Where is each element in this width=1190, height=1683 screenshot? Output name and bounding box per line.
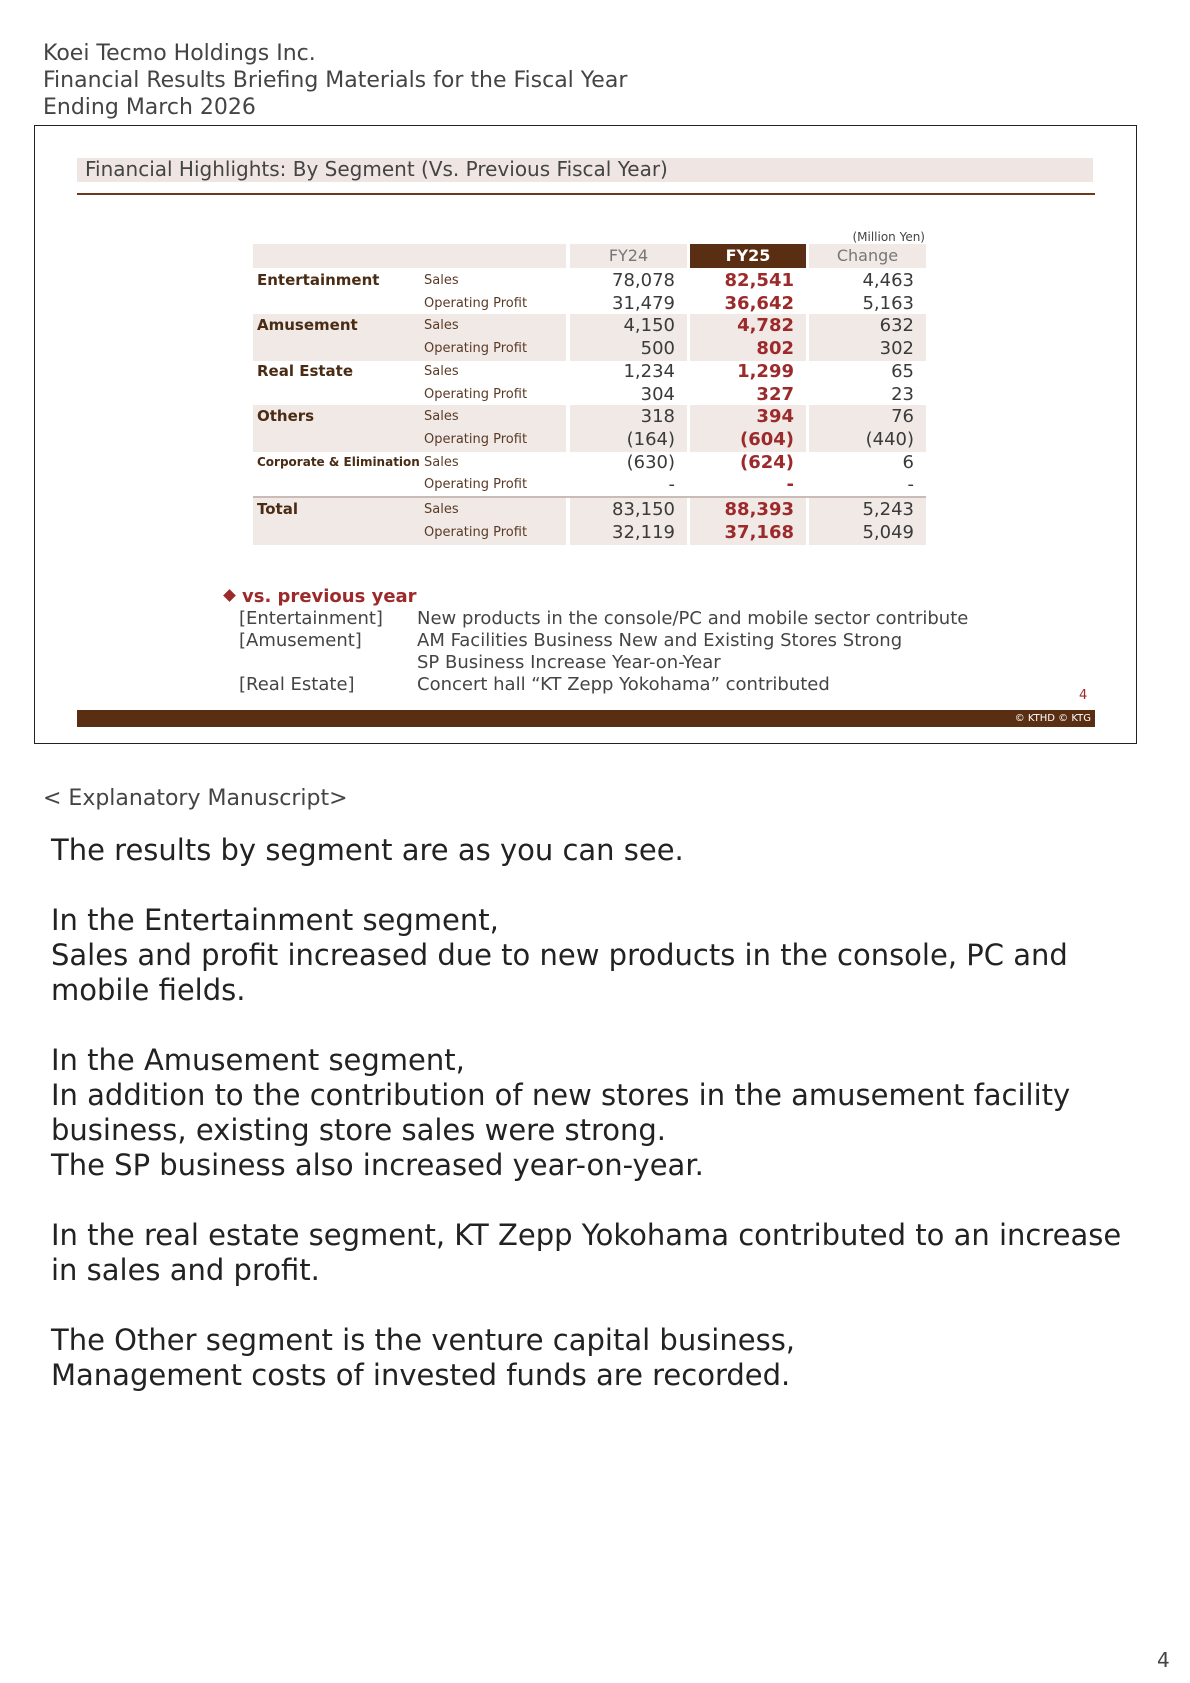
notes-heading-row xyxy=(221,586,417,608)
manuscript-paragraph xyxy=(51,1218,1131,1288)
table-row xyxy=(253,383,926,407)
manuscript-paragraph xyxy=(51,903,1131,1008)
page-number: 4 xyxy=(1157,1648,1170,1672)
metric-name: Sales xyxy=(424,502,459,517)
table-row xyxy=(253,428,926,452)
manuscript-line: In the Entertainment segment, xyxy=(51,903,499,937)
column-header-change: Change xyxy=(809,244,926,268)
note-text: Concert hall “KT Zepp Yokohama” contributed xyxy=(417,674,830,695)
manuscript-body xyxy=(51,833,1131,1428)
change-value: 302 xyxy=(879,338,914,360)
change-value: 632 xyxy=(879,315,914,337)
table-row xyxy=(253,498,926,522)
manuscript-line: In the Amusement segment, xyxy=(51,1043,465,1077)
change-value: (440) xyxy=(865,428,914,450)
segment-name: Amusement xyxy=(257,316,358,335)
segment-name: Entertainment xyxy=(257,271,380,289)
manuscript-line: The results by segment are as you can see. xyxy=(51,833,684,867)
segment-name: Corporate & Elimination xyxy=(257,454,420,469)
note-item xyxy=(221,674,830,696)
note-text: SP Business Increase Year-on-Year xyxy=(417,652,721,673)
notes-heading: vs. previous year xyxy=(242,586,417,607)
fy25-value: 327 xyxy=(756,383,794,405)
column-header-fy25: FY25 xyxy=(690,244,806,268)
table-row xyxy=(253,473,926,497)
table-row xyxy=(253,292,926,316)
change-value: 23 xyxy=(891,383,914,405)
fy24-value: 78,078 xyxy=(612,270,675,291)
fy24-value: - xyxy=(668,474,675,496)
fy24-value: 500 xyxy=(640,338,675,360)
fy24-value: 318 xyxy=(640,406,675,428)
manuscript-line: The SP business also increased year-on-year. xyxy=(51,1148,704,1182)
notes xyxy=(221,586,969,696)
metric-name: Operating Profit xyxy=(424,477,528,493)
note-text: AM Facilities Business New and Existing Stores Strong xyxy=(417,630,903,651)
slide-page-number: 4 xyxy=(1079,688,1088,703)
company-name: Koei Tecmo Holdings Inc. xyxy=(43,41,316,66)
table-row xyxy=(253,269,926,293)
metric-name: Sales xyxy=(424,318,459,334)
fy25-value: 4,782 xyxy=(737,315,794,337)
note-tag: [Amusement] xyxy=(239,630,362,651)
fy24-value: 304 xyxy=(640,383,675,405)
note-text: New products in the console/PC and mobile sector contribute xyxy=(417,608,969,629)
unit-label: (Million Yen) xyxy=(852,230,925,244)
note-item xyxy=(221,630,903,652)
segment-name: Others xyxy=(257,407,315,426)
change-value: 5,243 xyxy=(862,499,914,520)
table-row xyxy=(253,521,926,545)
note-item xyxy=(221,652,721,674)
metric-name: Operating Profit xyxy=(424,341,528,357)
table-row xyxy=(253,405,926,429)
fy25-value: 36,642 xyxy=(724,292,794,314)
metric-name: Operating Profit xyxy=(424,431,528,447)
document-header xyxy=(43,40,627,121)
diamond-bullet-icon xyxy=(223,589,236,602)
change-value: 4,463 xyxy=(862,270,914,291)
change-value: 76 xyxy=(891,406,914,428)
column-header-fy24: FY24 xyxy=(570,244,687,268)
manuscript-line: In the real estate segment, KT Zepp Yokohama contributed to an increase in sales and profit. xyxy=(51,1218,1122,1287)
table-row xyxy=(253,314,926,338)
metric-name: Operating Profit xyxy=(424,295,528,311)
metric-name: Sales xyxy=(424,409,459,425)
fy25-value: 82,541 xyxy=(724,270,794,291)
fy25-value: 1,299 xyxy=(737,360,794,382)
copyright: © KTHD © KTG xyxy=(1014,713,1091,724)
fy24-value: 4,150 xyxy=(623,315,675,337)
segment-name: Total xyxy=(257,500,298,518)
notes-list xyxy=(221,608,969,696)
metric-name: Sales xyxy=(424,273,459,288)
metric-name: Sales xyxy=(424,363,459,379)
total-separator xyxy=(253,496,926,498)
note-item xyxy=(221,608,969,630)
metric-name: Sales xyxy=(424,454,459,470)
fy25-value: (604) xyxy=(739,428,794,450)
fy25-value: 37,168 xyxy=(724,521,794,543)
fy25-value: 394 xyxy=(756,406,794,428)
note-tag: [Entertainment] xyxy=(239,608,383,629)
metric-name: Operating Profit xyxy=(424,524,528,540)
manuscript-paragraph xyxy=(51,833,1131,868)
fy24-value: (630) xyxy=(626,451,675,473)
manuscript-line: Sales and profit increased due to new products in the console, PC and mobile fields. xyxy=(51,938,1068,1007)
table-row xyxy=(253,451,926,475)
fy24-value: 1,234 xyxy=(623,360,675,382)
document-title-line1: Financial Results Briefing Materials for the Fiscal Year xyxy=(43,68,628,93)
manuscript-paragraph xyxy=(51,1043,1131,1183)
fy24-value: 31,479 xyxy=(612,292,675,314)
change-value: 5,049 xyxy=(862,521,914,543)
manuscript-label: < Explanatory Manuscript> xyxy=(43,786,348,811)
document-title-line2: Ending March 2026 xyxy=(43,95,256,120)
manuscript-paragraph xyxy=(51,1323,1131,1393)
change-value: 65 xyxy=(891,360,914,382)
header-blank xyxy=(253,244,566,268)
manuscript-line: The Other segment is the venture capital business, xyxy=(51,1323,796,1357)
fy25-value: - xyxy=(786,474,794,496)
fy24-value: 83,150 xyxy=(612,499,675,520)
fy24-value: 32,119 xyxy=(612,521,675,543)
slide xyxy=(34,125,1137,744)
manuscript-line: In addition to the contribution of new stores in the amusement facility business, existing store sales were strong. xyxy=(51,1078,1071,1147)
fy25-value: 802 xyxy=(756,338,794,360)
table-row xyxy=(253,360,926,384)
note-tag: [Real Estate] xyxy=(239,674,355,695)
change-value: 6 xyxy=(902,451,914,473)
table-row xyxy=(253,337,926,361)
fy25-value: 88,393 xyxy=(724,499,794,520)
change-value: - xyxy=(907,474,914,496)
slide-title: Financial Highlights: By Segment (Vs. Previous Fiscal Year) xyxy=(77,158,1093,182)
metric-name: Operating Profit xyxy=(424,386,528,402)
title-rule xyxy=(77,193,1095,195)
segment-name: Real Estate xyxy=(257,361,354,380)
footer-bar xyxy=(77,710,1095,727)
manuscript-line: Management costs of invested funds are recorded. xyxy=(51,1358,791,1392)
change-value: 5,163 xyxy=(862,292,914,314)
fy25-value: (624) xyxy=(739,451,794,473)
fy24-value: (164) xyxy=(626,428,675,450)
